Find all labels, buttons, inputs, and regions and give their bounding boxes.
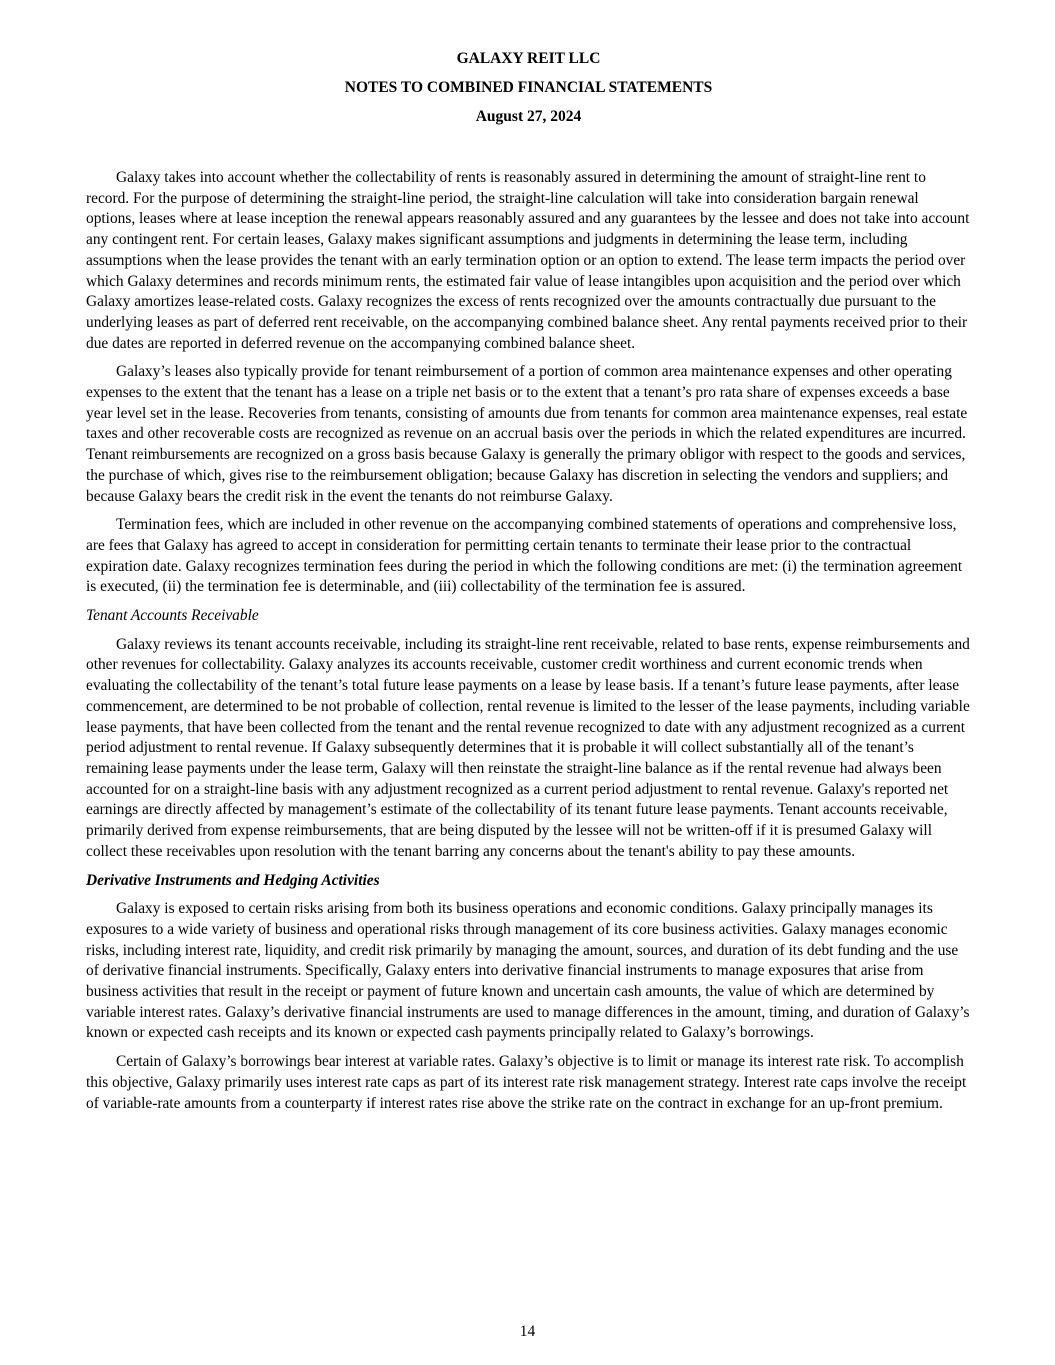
section-heading-derivative-instruments: Derivative Instruments and Hedging Activities [86, 871, 380, 889]
section-heading-tenant-accounts-receivable: Tenant Accounts Receivable [86, 607, 259, 625]
paragraph-tenant-reimbursement: Galaxy’s leases also typically provide for tenant reimbursement of a portion of common area maintenance expenses and other operating expenses to the extent that the tenant has a lease on a triple net basis or to the extent that a tenant’s pro rata share of expenses exceeds a base year level set in the lease. Recoveries from tenants, consisting of amounts due from tenants for common area maintenance expenses, real estate taxes and other recoverable costs are recognized as revenue on an accrual basis over the periods in which the related expenditures are incurred. Tenant reimbursements are recognized on a gross basis because Galaxy is generally the primary obligor with respect to the goods and services, the purchase of which, gives rise to the reimbursement obligation; because Galaxy has discretion in selecting the vendors and suppliers; and because Galaxy bears the credit risk in the event the tenants do not reimburse Galaxy. [86, 363, 968, 505]
paragraph-interest-rate-caps: Certain of Galaxy’s borrowings bear interest at variable rates. Galaxy’s objective is to limit or manage its interest rate risk. To accomplish this objective, Galaxy primarily uses interest rate caps as part of its interest rate risk management strategy. Interest rate caps involve the receipt of variable-rate amounts from a counterparty if interest rates rise above the strike rate on the contract in exchange for an up-front premium. [86, 1053, 967, 1112]
document-date-heading: August 27, 2024 [475, 108, 582, 125]
paragraph-straight-line-rent: Galaxy takes into account whether the collectability of rents is reasonably assured in determining the amount of straight-line rent to record. For the purpose of determining the straight-line period, the straight-line calculation will take into consideration bargain renewal options, leases where at lease inception the renewal appears reasonably assured and any guarantees by the lessee and does not take into account any contingent rent. For certain leases, Galaxy makes significant assumptions and judgments in determining the lease term, including assumptions when the lease provides the tenant with an early termination option or an option to extend. The lease term impacts the period over which Galaxy determines and records minimum rents, the estimated fair value of lease intangibles upon acquisition and the period over which Galaxy amortizes lease-related costs. Galaxy recognizes the excess of rents recognized over the amounts contractually due pursuant to the underlying leases as part of deferred rent receivable, on the accompanying combined balance sheet. Any rental payments received prior to their due dates are reported in deferred revenue on the accompanying combined balance sheet. [86, 169, 970, 352]
company-name-heading: GALAXY REIT LLC [456, 50, 601, 67]
paragraph-derivative-risks: Galaxy is exposed to certain risks arising from both its business operations and economic conditions. Galaxy principally manages its exposures to a wide variety of business and operational risks through management of its core business activities. Galaxy manages economic risks, including interest rate, liquidity, and credit risk primarily by managing the amount, sources, and duration of its debt funding and the use of derivative financial instruments. Specifically, Galaxy enters into derivative financial instruments to manage exposures that arise from business activities that result in the receipt or payment of future known and uncertain cash amounts, the value of which are determined by variable interest rates. Galaxy’s derivative financial instruments are used to manage differences in the amount, timing, and duration of Galaxy’s known or expected cash receipts and its known or expected cash payments principally related to Galaxy’s borrowings. [86, 900, 970, 1042]
paragraph-tenant-accounts-receivable: Galaxy reviews its tenant accounts receivable, including its straight-line rent receivable, related to base rents, expense reimbursements and other revenues for collectability. Galaxy analyzes its accounts receivable, customer credit worthiness and current economic trends when evaluating the collectability of the tenant’s total future lease payments on a lease by lease basis. If a tenant’s future lease payments, after lease commencement, are determined to be not probable of collection, rental revenue is limited to the lesser of the lease payments, including variable lease payments, that have been collected from the tenant and the rental revenue recognized to date with any adjustment recognized as a current period adjustment to rental revenue. If Galaxy subsequently determines that it is probable it will collect substantially all of the tenant’s remaining lease payments under the lease term, Galaxy will then reinstate the straight-line balance as if the rental revenue had always been accounted for on a straight-line basis with any adjustment recognized as a current period adjustment to rental revenue. Galaxy's reported net earnings are directly affected by management’s estimate of the collectability of its tenant future lease payments. Tenant accounts receivable, primarily derived from expense reimbursements, that are being disputed by the lessee will not be written-off if it is presumed Galaxy will collect these receivables upon resolution with the tenant barring any concerns about the tenant's ability to pay these amounts. [86, 635, 970, 860]
document-body [86, 168, 971, 1122]
document-title-heading: NOTES TO COMBINED FINANCIAL STATEMENTS [344, 79, 713, 96]
page-number: 14 [519, 1323, 536, 1340]
paragraph-termination-fees: Termination fees, which are included in other revenue on the accompanying combined statements of operations and comprehensive loss, are fees that Galaxy has agreed to accept in consideration for permitting certain tenants to terminate their lease prior to the contractual expiration date. Galaxy recognizes termination fees during the period in which the following conditions are met: (i) the termination agreement is executed, (ii) the termination fee is determinable, and (iii) collectability of the termination fee is assured. [86, 516, 963, 596]
